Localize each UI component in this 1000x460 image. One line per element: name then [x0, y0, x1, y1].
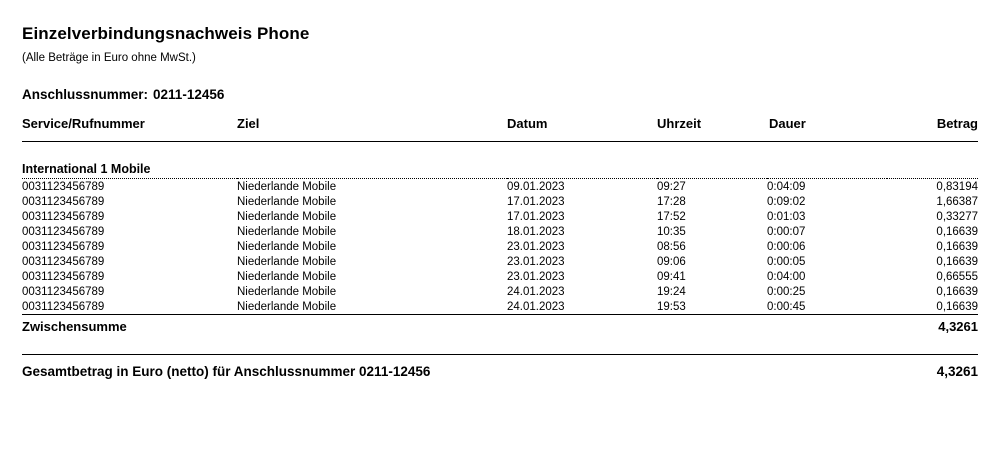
section-title: International 1 Mobile — [22, 142, 978, 179]
cell-time: 19:24 — [657, 285, 686, 298]
cell-destination: Niederlande Mobile — [237, 285, 337, 298]
page-title: Einzelverbindungsnachweis Phone — [22, 24, 310, 43]
table-header-row — [22, 116, 978, 142]
cell-date: 24.01.2023 — [507, 285, 565, 298]
cell-amount: 0,16639 — [936, 255, 978, 268]
cell-service: 0031123456789 — [22, 225, 105, 238]
call-details-table — [22, 116, 978, 340]
table-row — [22, 239, 978, 254]
cell-date: 17.01.2023 — [507, 195, 565, 208]
cell-time: 17:28 — [657, 195, 686, 208]
document-subtitle: (Alle Beträge in Euro ohne MwSt.) — [22, 52, 196, 64]
cell-duration: 0:00:07 — [767, 225, 806, 238]
cell-amount: 0,83194 — [936, 180, 978, 193]
cell-duration: 0:00:05 — [767, 255, 806, 268]
column-header-service: Service/Rufnummer — [22, 116, 237, 142]
cell-destination: Niederlande Mobile — [237, 180, 337, 193]
cell-destination: Niederlande Mobile — [237, 225, 337, 238]
grand-total-amount: 4,3261 — [936, 364, 978, 379]
cell-amount: 0,66555 — [936, 270, 978, 283]
account-number-line — [22, 87, 978, 102]
cell-date: 24.01.2023 — [507, 300, 565, 313]
account-number-label: Anschlussnummer: — [22, 87, 149, 102]
cell-date: 23.01.2023 — [507, 240, 565, 253]
table-row — [22, 254, 978, 269]
cell-amount: 0,16639 — [936, 225, 978, 238]
cell-duration: 0:01:03 — [767, 210, 806, 223]
table-row — [22, 209, 978, 224]
grand-total-label: Gesamtbetrag in Euro (netto) für Anschlussnummer 0211-12456 — [22, 364, 431, 379]
cell-duration: 0:09:02 — [767, 195, 806, 208]
cell-duration: 0:00:45 — [767, 300, 806, 313]
cell-duration: 0:00:25 — [767, 285, 806, 298]
table-row — [22, 269, 978, 284]
cell-time: 17:52 — [657, 210, 686, 223]
grand-total — [22, 354, 978, 379]
cell-time: 19:53 — [657, 300, 686, 313]
cell-time: 10:35 — [657, 225, 686, 238]
cell-amount: 0,16639 — [936, 285, 978, 298]
cell-time: 09:27 — [657, 180, 686, 193]
section-header-row — [22, 142, 978, 179]
column-header-time: Uhrzeit — [657, 116, 767, 142]
cell-amount: 1,66387 — [936, 195, 978, 208]
cell-time: 09:41 — [657, 270, 686, 283]
cell-service: 0031123456789 — [22, 300, 105, 313]
column-header-duration: Dauer — [767, 116, 887, 142]
table-row — [22, 179, 978, 195]
cell-time: 09:06 — [657, 255, 686, 268]
cell-service: 0031123456789 — [22, 180, 105, 193]
cell-time: 08:56 — [657, 240, 686, 253]
cell-service: 0031123456789 — [22, 285, 105, 298]
cell-date: 23.01.2023 — [507, 270, 565, 283]
cell-service: 0031123456789 — [22, 270, 105, 283]
cell-amount: 0,16639 — [936, 240, 978, 253]
cell-destination: Niederlande Mobile — [237, 210, 337, 223]
cell-duration: 0:04:09 — [767, 180, 806, 193]
cell-service: 0031123456789 — [22, 240, 105, 253]
cell-service: 0031123456789 — [22, 210, 105, 223]
subtotal-amount: 4,3261 — [887, 315, 978, 341]
table-row — [22, 194, 978, 209]
table-row — [22, 299, 978, 315]
cell-service: 0031123456789 — [22, 195, 105, 208]
cell-date: 18.01.2023 — [507, 225, 565, 238]
column-header-amount: Betrag — [887, 116, 978, 142]
cell-date: 09.01.2023 — [507, 180, 565, 193]
cell-duration: 0:00:06 — [767, 240, 806, 253]
subtotal-row — [22, 315, 978, 341]
column-header-date: Datum — [507, 116, 657, 142]
cell-amount: 0,16639 — [936, 300, 978, 313]
account-number-value: 0211-12456 — [153, 87, 225, 102]
subtotal-label: Zwischensumme — [22, 315, 887, 341]
cell-amount: 0,33277 — [936, 210, 978, 223]
table-row — [22, 224, 978, 239]
cell-destination: Niederlande Mobile — [237, 255, 337, 268]
cell-service: 0031123456789 — [22, 255, 105, 268]
cell-date: 23.01.2023 — [507, 255, 565, 268]
cell-destination: Niederlande Mobile — [237, 270, 337, 283]
column-header-destination: Ziel — [237, 116, 507, 142]
cell-date: 17.01.2023 — [507, 210, 565, 223]
cell-destination: Niederlande Mobile — [237, 240, 337, 253]
table-row — [22, 284, 978, 299]
cell-duration: 0:04:00 — [767, 270, 806, 283]
cell-destination: Niederlande Mobile — [237, 195, 337, 208]
cell-destination: Niederlande Mobile — [237, 300, 337, 313]
